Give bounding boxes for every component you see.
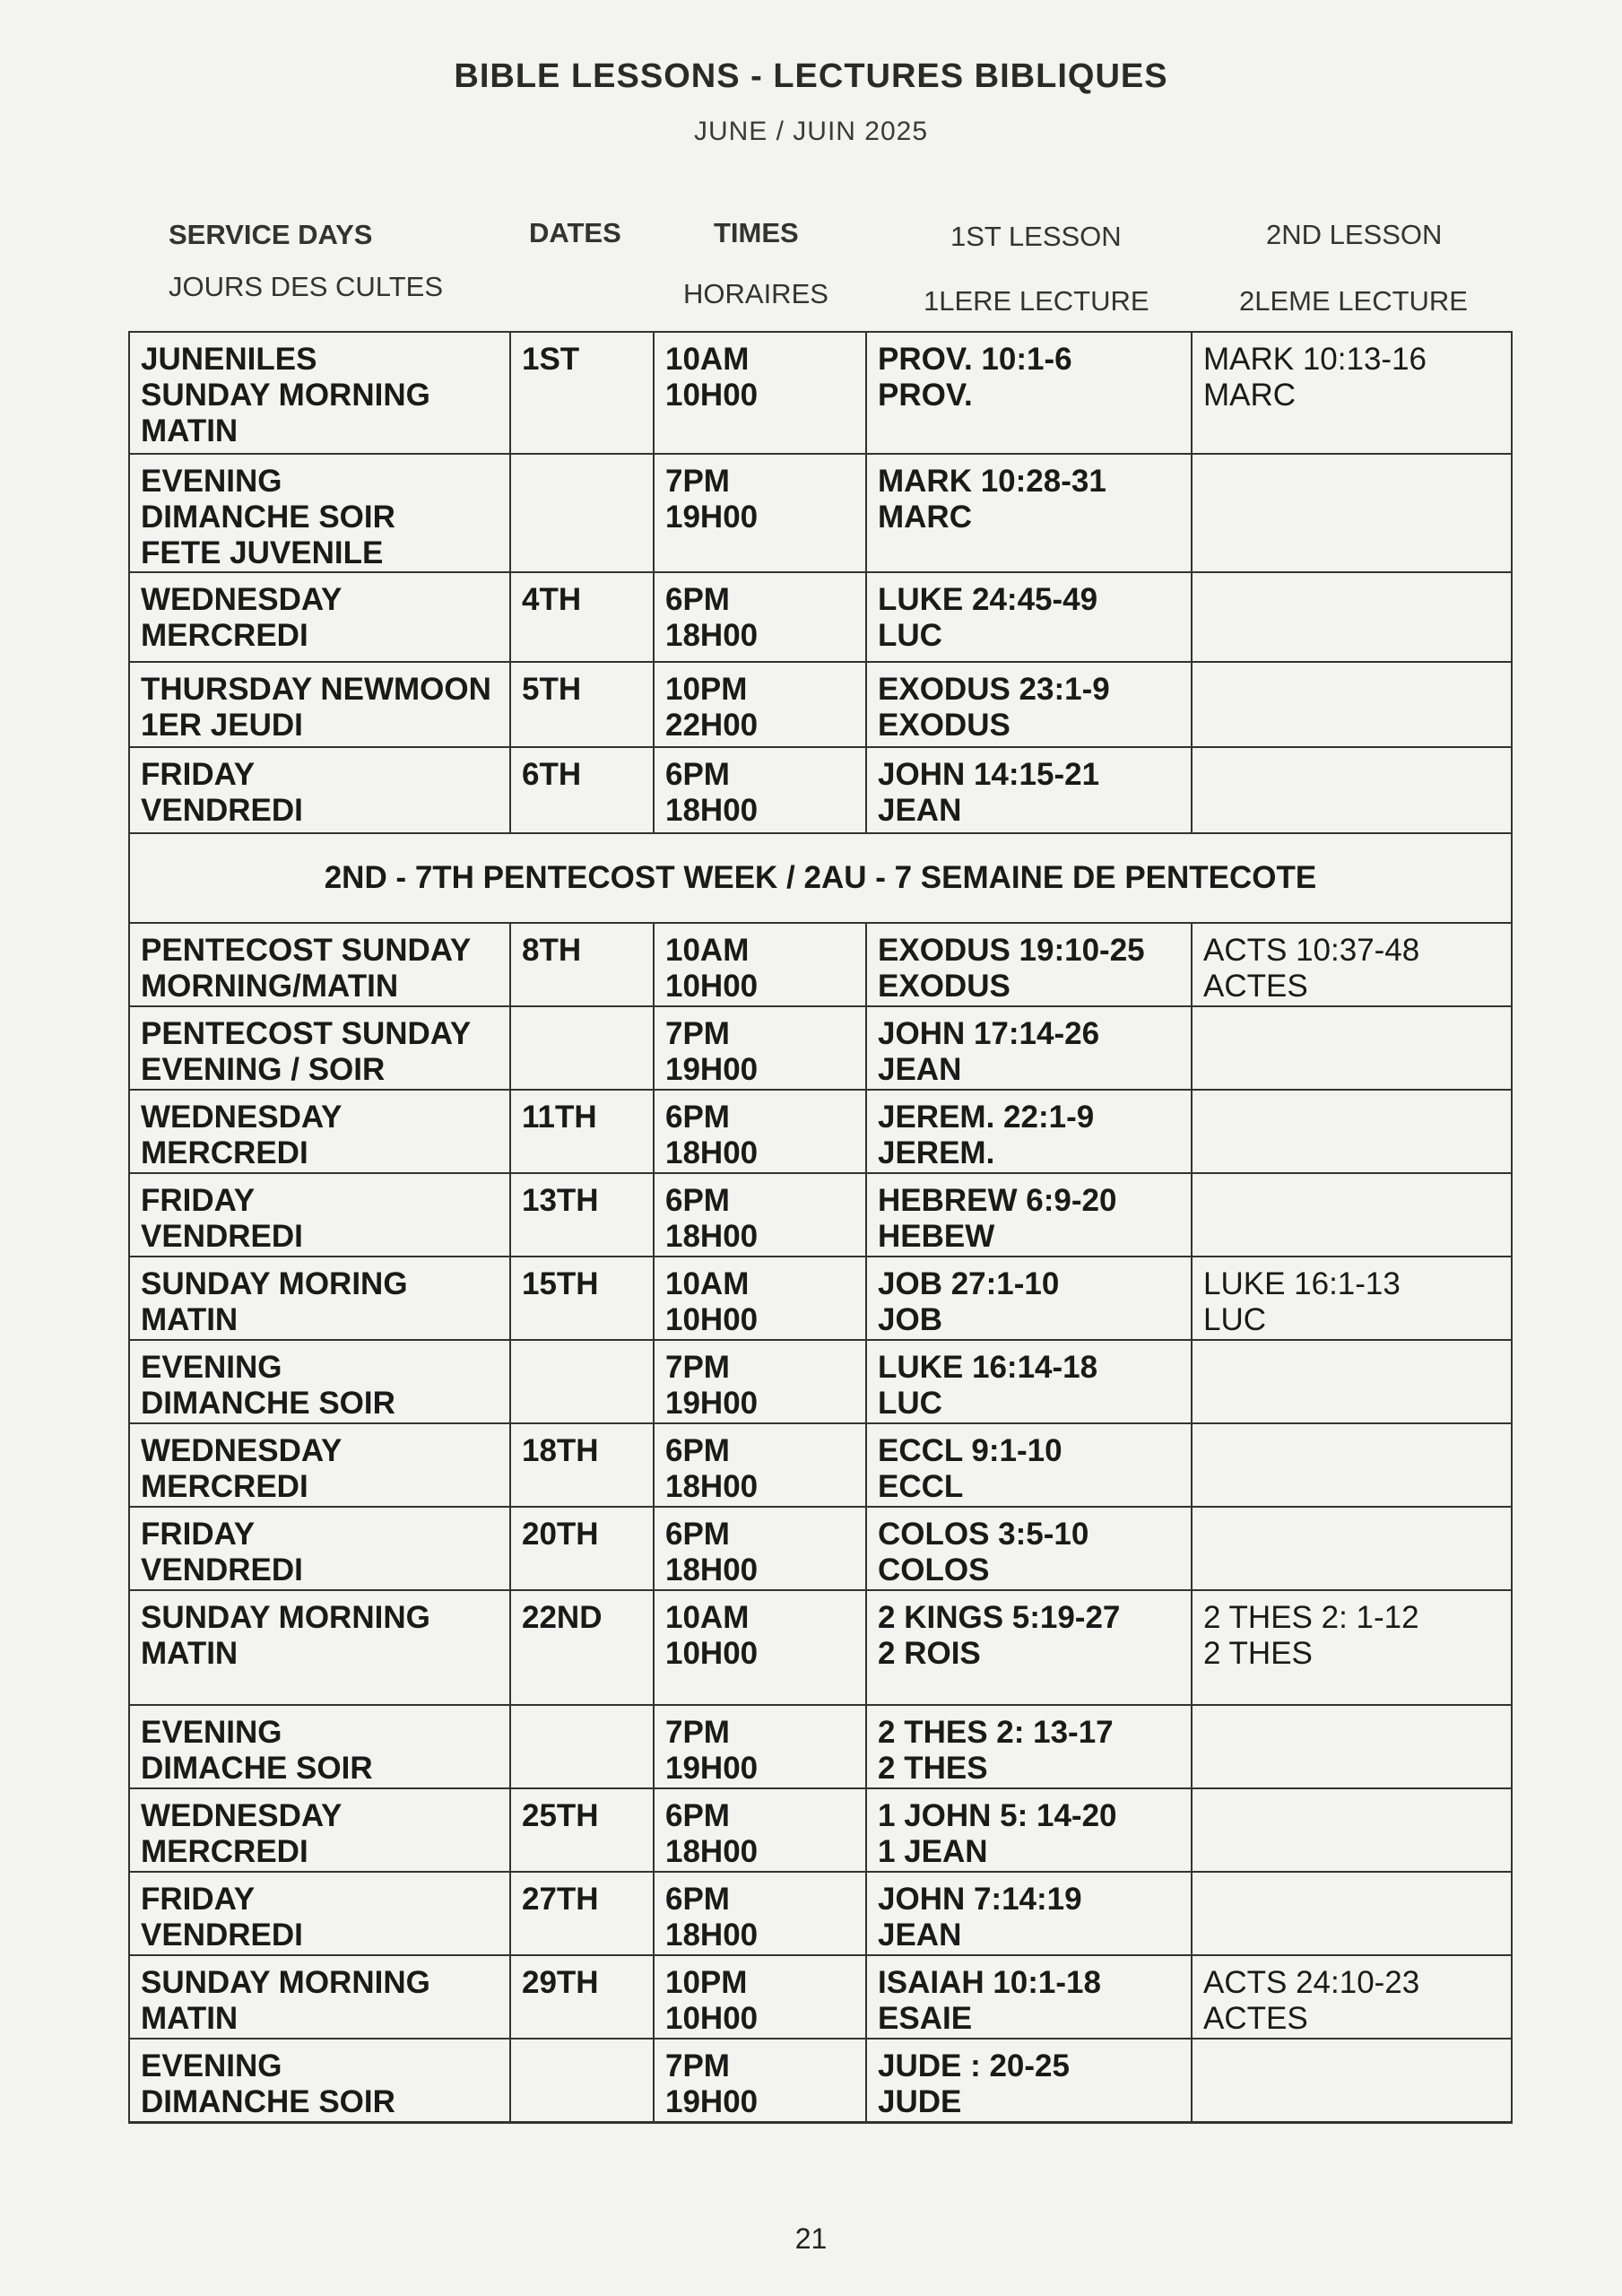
lesson1-cell xyxy=(866,1705,1192,1788)
table-row xyxy=(129,1423,1512,1507)
lesson2-cell xyxy=(1192,454,1512,572)
lesson2-cell xyxy=(1192,1507,1512,1590)
lesson2-cell xyxy=(1192,923,1512,1006)
header-horaires: HORAIRES xyxy=(683,278,828,309)
lesson2-line: ACTES xyxy=(1203,2001,1308,2036)
time-line: 6PM xyxy=(665,1433,730,1468)
lesson2-line: MARC xyxy=(1203,378,1297,413)
lesson1-cell xyxy=(866,1423,1192,1507)
service-cell xyxy=(129,1173,510,1257)
table-row xyxy=(129,1507,1512,1590)
time-line: 19H00 xyxy=(665,1052,759,1087)
time-line: 10H00 xyxy=(665,1636,759,1671)
date-cell xyxy=(510,2039,654,2122)
time-line: 7PM xyxy=(665,2048,730,2083)
lesson1-cell xyxy=(866,1257,1192,1340)
time-cell xyxy=(654,1955,866,2039)
lesson1-cell xyxy=(866,747,1192,833)
date-cell: 18TH xyxy=(510,1423,654,1507)
lesson1-line: 2 THES xyxy=(878,1751,988,1786)
time-cell xyxy=(654,1872,866,1955)
time-cell xyxy=(654,1705,866,1788)
service-cell xyxy=(129,332,510,454)
date-cell: 1ST xyxy=(510,332,654,454)
lesson2-cell xyxy=(1192,662,1512,747)
service-cell xyxy=(129,1590,510,1705)
service-line: VENDREDI xyxy=(141,1918,303,1952)
date-cell: 13TH xyxy=(510,1173,654,1257)
table-row xyxy=(129,1090,1512,1173)
service-line: MERCREDI xyxy=(141,618,308,653)
time-line: 10AM xyxy=(665,1266,750,1301)
service-cell xyxy=(129,1955,510,2039)
lesson1-line: JEAN xyxy=(878,1052,962,1087)
service-line: VENDREDI xyxy=(141,1552,303,1587)
service-line: WEDNESDAY xyxy=(141,582,343,617)
lesson2-cell xyxy=(1192,747,1512,833)
time-line: 19H00 xyxy=(665,500,759,535)
time-cell xyxy=(654,1340,866,1423)
lesson1-cell xyxy=(866,1788,1192,1872)
header-service-days: SERVICE DAYS xyxy=(169,219,373,250)
service-line: EVENING xyxy=(141,1350,282,1385)
lesson2-line: ACTS 24:10-23 xyxy=(1203,1965,1420,2000)
date-cell: 4TH xyxy=(510,572,654,662)
service-line: EVENING xyxy=(141,2048,282,2083)
time-line: 6PM xyxy=(665,1100,730,1135)
table-row xyxy=(129,1590,1512,1705)
lesson2-cell xyxy=(1192,1788,1512,1872)
time-line: 6PM xyxy=(665,1798,730,1833)
time-cell xyxy=(654,1173,866,1257)
date-cell xyxy=(510,1006,654,1090)
table-row xyxy=(129,572,1512,662)
lesson2-cell xyxy=(1192,2039,1512,2122)
lesson1-line: ECCL 9:1-10 xyxy=(878,1433,1063,1468)
table-row xyxy=(129,1705,1512,1788)
service-line: WEDNESDAY xyxy=(141,1100,343,1135)
date-cell: 11TH xyxy=(510,1090,654,1173)
time-cell xyxy=(654,747,866,833)
time-line: 18H00 xyxy=(665,1918,759,1952)
service-cell xyxy=(129,1507,510,1590)
lesson1-line: HEBREW 6:9-20 xyxy=(878,1183,1117,1218)
lesson1-cell xyxy=(866,1872,1192,1955)
lesson1-line: JOHN 7:14:19 xyxy=(878,1882,1082,1917)
lesson1-line: PROV. xyxy=(878,378,973,413)
lesson1-line: JOB xyxy=(878,1302,942,1337)
lesson1-cell xyxy=(866,572,1192,662)
service-cell xyxy=(129,1788,510,1872)
service-line: VENDREDI xyxy=(141,1219,303,1254)
time-line: 18H00 xyxy=(665,618,759,653)
date-cell xyxy=(510,454,654,572)
lesson2-cell xyxy=(1192,1705,1512,1788)
lesson1-line: JEAN xyxy=(878,1918,962,1952)
header-times: TIMES xyxy=(714,217,799,248)
service-cell xyxy=(129,1872,510,1955)
lesson1-line: JOB 27:1-10 xyxy=(878,1266,1060,1301)
time-line: 10AM xyxy=(665,933,750,968)
service-line: DIMANCHE SOIR xyxy=(141,500,395,535)
lesson1-line: LUC xyxy=(878,618,942,653)
time-line: 10H00 xyxy=(665,378,759,413)
lesson1-line: MARK 10:28-31 xyxy=(878,464,1106,499)
lesson1-cell xyxy=(866,1590,1192,1705)
service-cell xyxy=(129,1090,510,1173)
time-line: 18H00 xyxy=(665,793,759,828)
time-cell xyxy=(654,1590,866,1705)
header-lesson2: 2ND LESSON xyxy=(1266,219,1443,250)
lesson1-cell xyxy=(866,2039,1192,2122)
service-cell xyxy=(129,454,510,572)
service-line: PENTECOST SUNDAY xyxy=(141,933,472,968)
time-cell xyxy=(654,662,866,747)
lesson2-cell xyxy=(1192,1423,1512,1507)
table-row xyxy=(129,1257,1512,1340)
service-line: EVENING xyxy=(141,1715,282,1750)
lesson1-line: EXODUS xyxy=(878,708,1010,743)
lesson2-cell xyxy=(1192,332,1512,454)
lesson2-cell xyxy=(1192,1090,1512,1173)
lesson1-line: EXODUS xyxy=(878,969,1010,1004)
lesson1-cell xyxy=(866,923,1192,1006)
lessons-table xyxy=(128,331,1513,2124)
lesson2-line: MARK 10:13-16 xyxy=(1203,342,1427,377)
service-line: DIMACHE SOIR xyxy=(141,1751,373,1786)
lesson1-line: EXODUS 23:1-9 xyxy=(878,672,1110,707)
table-row xyxy=(129,1872,1512,1955)
header-jours-des-cultes: JOURS DES CULTES xyxy=(169,271,444,302)
service-line: WEDNESDAY xyxy=(141,1433,343,1468)
lesson2-cell xyxy=(1192,1590,1512,1705)
date-cell: 5TH xyxy=(510,662,654,747)
time-cell xyxy=(654,2039,866,2122)
lesson1-cell xyxy=(866,1340,1192,1423)
service-line: FRIDAY xyxy=(141,1517,256,1552)
lesson1-line: MARC xyxy=(878,500,972,535)
service-line: DIMANCHE SOIR xyxy=(141,1386,395,1421)
service-line: THURSDAY NEWMOON xyxy=(141,672,491,707)
lesson1-line: JOHN 14:15-21 xyxy=(878,757,1100,792)
table-row xyxy=(129,1173,1512,1257)
service-cell xyxy=(129,1423,510,1507)
lesson2-line: 2 THES xyxy=(1203,1636,1313,1671)
time-line: 7PM xyxy=(665,464,730,499)
time-line: 6PM xyxy=(665,757,730,792)
lesson1-line: JUDE : 20-25 xyxy=(878,2048,1070,2083)
lesson2-cell xyxy=(1192,1872,1512,1955)
lesson1-cell xyxy=(866,1090,1192,1173)
service-cell xyxy=(129,572,510,662)
service-cell xyxy=(129,1340,510,1423)
service-line: MERCREDI xyxy=(141,1834,308,1869)
service-cell xyxy=(129,1705,510,1788)
lesson2-cell xyxy=(1192,1006,1512,1090)
time-line: 6PM xyxy=(665,582,730,617)
lesson1-line: ISAIAH 10:1-18 xyxy=(878,1965,1101,2000)
time-line: 7PM xyxy=(665,1715,730,1750)
lesson1-cell xyxy=(866,1006,1192,1090)
service-line: SUNDAY MORNING xyxy=(141,1965,430,2000)
lesson2-cell xyxy=(1192,1955,1512,2039)
lesson2-cell xyxy=(1192,572,1512,662)
lesson2-line: LUKE 16:1-13 xyxy=(1203,1266,1401,1301)
time-cell xyxy=(654,1423,866,1507)
time-line: 10H00 xyxy=(665,2001,759,2036)
header-dates: DATES xyxy=(529,217,621,248)
page-title: BIBLE LESSONS - LECTURES BIBLIQUES xyxy=(454,57,1168,95)
date-cell: 6TH xyxy=(510,747,654,833)
header-lesson1: 1ST LESSON xyxy=(950,221,1122,252)
service-cell xyxy=(129,923,510,1006)
lesson1-cell xyxy=(866,1173,1192,1257)
lesson1-line: LUC xyxy=(878,1386,942,1421)
service-cell xyxy=(129,747,510,833)
header-lesson2-fr: 2LEME LECTURE xyxy=(1239,285,1468,317)
service-line: MATIN xyxy=(141,2001,239,2036)
lesson2-cell xyxy=(1192,1257,1512,1340)
service-line: SUNDAY MORING xyxy=(141,1266,408,1301)
lesson1-cell xyxy=(866,1507,1192,1590)
time-cell xyxy=(654,572,866,662)
time-line: 19H00 xyxy=(665,1751,759,1786)
date-cell: 29TH xyxy=(510,1955,654,2039)
lesson1-line: LUKE 24:45-49 xyxy=(878,582,1098,617)
service-line: SUNDAY MORNING xyxy=(141,1600,430,1635)
lesson1-line: JOHN 17:14-26 xyxy=(878,1016,1100,1051)
service-line: EVENING xyxy=(141,464,282,499)
page-subtitle: JUNE / JUIN 2025 xyxy=(693,117,929,146)
time-line: 7PM xyxy=(665,1016,730,1051)
service-line: DIMANCHE SOIR xyxy=(141,2084,395,2119)
time-line: 10PM xyxy=(665,672,748,707)
service-cell xyxy=(129,1006,510,1090)
lesson1-line: JEREM. xyxy=(878,1135,995,1170)
date-cell: 20TH xyxy=(510,1507,654,1590)
time-line: 7PM xyxy=(665,1350,730,1385)
lesson2-cell xyxy=(1192,1340,1512,1423)
time-line: 6PM xyxy=(665,1183,730,1218)
lesson1-line: EXODUS 19:10-25 xyxy=(878,933,1145,968)
service-line: SUNDAY MORNING xyxy=(141,378,430,413)
time-line: 22H00 xyxy=(665,708,759,743)
service-cell xyxy=(129,2039,510,2122)
time-line: 10H00 xyxy=(665,969,759,1004)
time-line: 18H00 xyxy=(665,1469,759,1504)
service-line: JUNENILES xyxy=(141,342,317,377)
service-line: FETE JUVENILE xyxy=(141,535,384,570)
service-line: MORNING/MATIN xyxy=(141,969,399,1004)
date-cell: 25TH xyxy=(510,1788,654,1872)
time-cell xyxy=(654,1788,866,1872)
date-cell: 22ND xyxy=(510,1590,654,1705)
time-cell xyxy=(654,1090,866,1173)
date-cell xyxy=(510,1705,654,1788)
service-line: MERCREDI xyxy=(141,1469,308,1504)
lesson1-line: JUDE xyxy=(878,2084,962,2119)
lesson1-cell xyxy=(866,1955,1192,2039)
lesson1-line: 1 JEAN xyxy=(878,1834,988,1869)
lesson1-cell xyxy=(866,662,1192,747)
service-line: MATIN xyxy=(141,1302,239,1337)
time-line: 19H00 xyxy=(665,2084,759,2119)
lesson1-line: ESAIE xyxy=(878,2001,973,2036)
lesson1-cell xyxy=(866,454,1192,572)
service-line: WEDNESDAY xyxy=(141,1798,343,1833)
table-row xyxy=(129,662,1512,747)
table-row xyxy=(129,2039,1512,2122)
lesson1-line: 2 THES 2: 13-17 xyxy=(878,1715,1114,1750)
lesson1-line: JEAN xyxy=(878,793,962,828)
service-cell xyxy=(129,662,510,747)
time-line: 6PM xyxy=(665,1882,730,1917)
table-row xyxy=(129,747,1512,833)
service-line: PENTECOST SUNDAY xyxy=(141,1016,472,1051)
lesson2-line: ACTS 10:37-48 xyxy=(1203,933,1420,968)
time-line: 18H00 xyxy=(665,1135,759,1170)
lesson1-line: COLOS 3:5-10 xyxy=(878,1517,1089,1552)
lesson1-cell xyxy=(866,332,1192,454)
time-line: 10H00 xyxy=(665,1302,759,1337)
lesson1-line: 2 ROIS xyxy=(878,1636,981,1671)
service-line: FRIDAY xyxy=(141,757,256,792)
lesson2-line: ACTES xyxy=(1203,969,1308,1004)
time-line: 18H00 xyxy=(665,1219,759,1254)
lesson1-line: 1 JOHN 5: 14-20 xyxy=(878,1798,1117,1833)
table-row xyxy=(129,332,1512,454)
header-lesson1-fr: 1LERE LECTURE xyxy=(924,285,1149,317)
service-line: MATIN xyxy=(141,1636,239,1671)
table-row xyxy=(129,923,1512,1006)
time-line: 10AM xyxy=(665,342,750,377)
service-line: FRIDAY xyxy=(141,1183,256,1218)
week-banner: 2ND - 7TH PENTECOST WEEK / 2AU - 7 SEMAINE DE PENTECOTE xyxy=(129,833,1512,923)
lesson1-line: PROV. 10:1-6 xyxy=(878,342,1072,377)
page-number: 21 xyxy=(794,2222,828,2255)
time-cell xyxy=(654,1507,866,1590)
date-cell: 27TH xyxy=(510,1872,654,1955)
service-line: 1ER JEUDI xyxy=(141,708,303,743)
date-cell: 8TH xyxy=(510,923,654,1006)
time-line: 10AM xyxy=(665,1600,750,1635)
lesson2-cell xyxy=(1192,1173,1512,1257)
section-1-body xyxy=(129,332,1512,833)
service-cell xyxy=(129,1257,510,1340)
time-cell xyxy=(654,1006,866,1090)
time-cell xyxy=(654,454,866,572)
service-line: FRIDAY xyxy=(141,1882,256,1917)
time-line: 18H00 xyxy=(665,1834,759,1869)
date-cell: 15TH xyxy=(510,1257,654,1340)
table-row xyxy=(129,1340,1512,1423)
lesson1-line: HEBEW xyxy=(878,1219,995,1254)
service-line: VENDREDI xyxy=(141,793,303,828)
time-cell xyxy=(654,332,866,454)
time-line: 19H00 xyxy=(665,1386,759,1421)
lesson2-line: LUC xyxy=(1203,1302,1267,1337)
time-cell xyxy=(654,923,866,1006)
table-row xyxy=(129,1006,1512,1090)
lesson1-line: COLOS xyxy=(878,1552,990,1587)
time-cell xyxy=(654,1257,866,1340)
week-banner-body xyxy=(129,833,1512,923)
lesson1-line: 2 KINGS 5:19-27 xyxy=(878,1600,1121,1635)
service-line: EVENING / SOIR xyxy=(141,1052,386,1087)
service-line: MERCREDI xyxy=(141,1135,308,1170)
time-line: 18H00 xyxy=(665,1552,759,1587)
lesson1-line: ECCL xyxy=(878,1469,964,1504)
table-row xyxy=(129,454,1512,572)
section-2-body xyxy=(129,923,1512,2122)
time-line: 6PM xyxy=(665,1517,730,1552)
table-row xyxy=(129,1955,1512,2039)
date-cell xyxy=(510,1340,654,1423)
time-line: 10PM xyxy=(665,1965,748,2000)
lesson2-line: 2 THES 2: 1-12 xyxy=(1203,1600,1419,1635)
table-row xyxy=(129,1788,1512,1872)
lesson1-line: LUKE 16:14-18 xyxy=(878,1350,1098,1385)
service-line: MATIN xyxy=(141,413,239,448)
lesson1-line: JEREM. 22:1-9 xyxy=(878,1100,1095,1135)
